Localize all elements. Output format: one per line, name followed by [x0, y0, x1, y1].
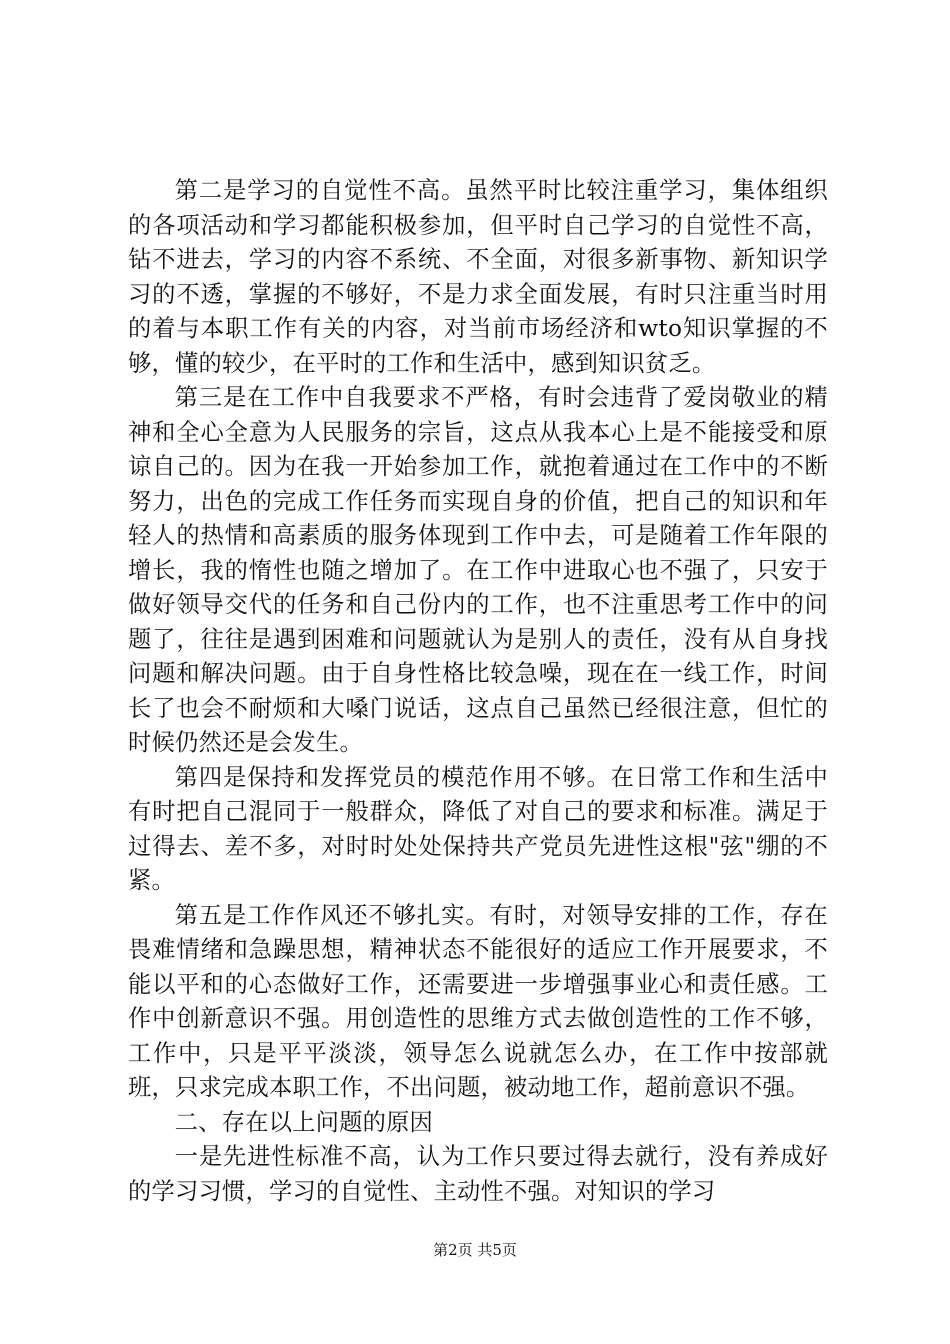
paragraph-second-point: 第二是学习的自觉性不高。虽然平时比较注重学习，集体组织的各项活动和学习都能积极参加，但平时自己学习的自觉性不高，钻不进去，学习的内容不系统、不全面，对很多新事物、新知识学习的不透，掌握的不够好，不是力求全面发展，有时只注重当时用的着与本职工作有关的内容，对当前市场经济和wto知识掌握的不够，懂的较少，在平时的工作和生活中，感到知识贫乏。 — [128, 177, 828, 377]
section-heading-causes: 二、存在以上问题的原因 — [174, 1108, 434, 1136]
paragraph-first-cause: 一是先进性标准不高，认为工作只要过得去就行，没有养成好的学习习惯，学习的自觉性、主动性不强。对知识的学习 — [128, 1143, 828, 1205]
paragraph-fifth-point: 第五是工作作风还不够扎实。有时，对领导安排的工作，存在畏难情绪和急躁思想，精神状态不能很好的适应工作开展要求，不能以平和的心态做好工作，还需要进一步增强事业心和责任感。工作中创新意识不强。用创造性的思维方式去做创造性的工作不够，工作中，只是平平淡淡，领导怎么说就怎么办，在工作中按部就班，只求完成本职工作，不出问题，被动地工作，超前意识不强。 — [128, 901, 828, 1101]
page-number-footer: 第2页 共5页 — [433, 1241, 517, 1259]
paragraph-third-point: 第三是在工作中自我要求不严格，有时会违背了爱岗敬业的精神和全心全意为人民服务的宗旨，这点从我本心上是不能接受和原谅自己的。因为在我一开始参加工作，就抱着通过在工作中的不断努力，出色的完成工作任务而实现自身的价值，把自己的知识和年轻人的热情和高素质的服务体现到工作中去，可是随着工作年限的增长，我的惰性也随之增加了。在工作中进取心也不强了，只安于做好领导交代的任务和自己份内的工作，也不注重思考工作中的问题了，往往是遇到困难和问题就认为是别人的责任，没有从自身找问题和解决问题。由于自身性格比较急噪，现在在一线工作，时间长了也会不耐烦和大嗓门说话，这点自己虽然已经很注意，但忙的时候仍然还是会发生。 — [128, 384, 828, 756]
document-body — [128, 174, 828, 1209]
paragraph-fourth-point: 第四是保持和发挥党员的模范作用不够。在日常工作和生活中有时把自己混同于一般群众，降低了对自己的要求和标准。满足于过得去、差不多，对时时处处保持共产党员先进性这根"弦"绷的不紧。 — [128, 763, 828, 894]
